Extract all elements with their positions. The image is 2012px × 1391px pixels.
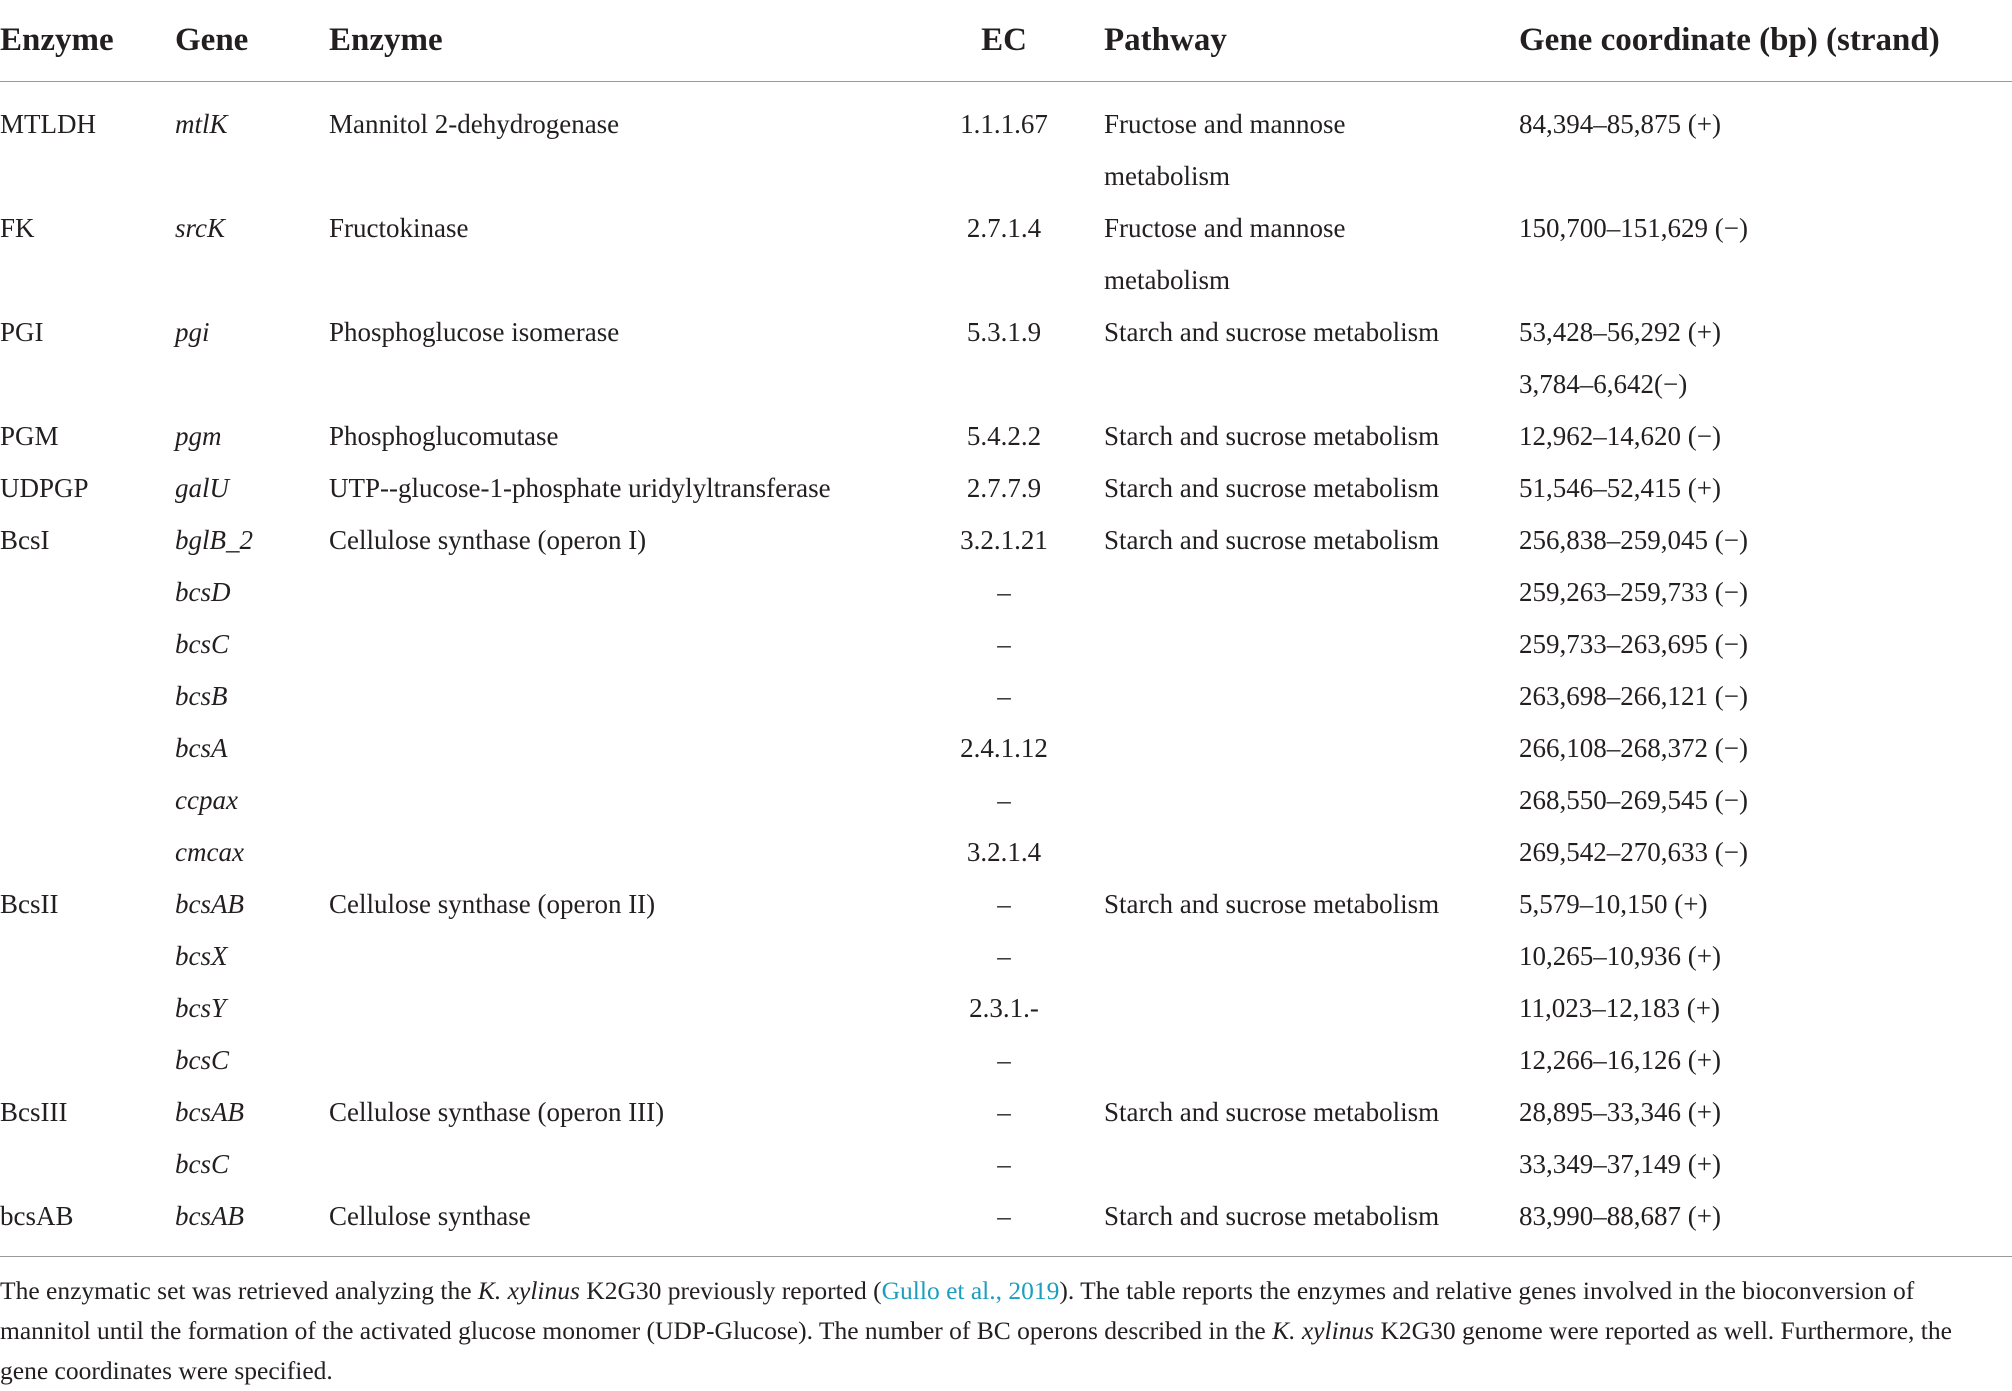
cell-enzyme-name — [329, 722, 904, 774]
cell-enzyme-abbr — [0, 826, 175, 878]
cell-ec-number: 2.7.7.9 — [966, 473, 1042, 503]
cell-gene-coordinate: 150,700–151,629 (−) — [1519, 213, 1748, 243]
cell-ec-number: 2.4.1.12 — [960, 733, 1048, 763]
table-row — [0, 566, 2012, 618]
cell-gene — [175, 358, 329, 410]
header-ec: EC — [904, 0, 1104, 82]
cell-pathway — [1104, 774, 1519, 826]
cell-gene-coordinate: 5,579–10,150 (+) — [1519, 889, 1708, 919]
cell-enzyme-abbr — [0, 982, 175, 1034]
cell-enzyme-abbr — [0, 358, 175, 410]
cell-gene-coordinate — [1519, 150, 2012, 202]
cell-gene: bcsAB — [175, 1097, 244, 1127]
cell-ec-number: – — [904, 1190, 1104, 1257]
table-row — [0, 826, 2012, 878]
cell-gene-coordinate: 28,895–33,346 (+) — [1519, 1097, 1721, 1127]
footnote-citation-link[interactable]: Gullo et al., 2019 — [881, 1276, 1060, 1305]
cell-gene-coordinate: 33,349–37,149 (+) — [1519, 1149, 1721, 1179]
cell-pathway — [1104, 1138, 1519, 1190]
header-gene-coordinate: Gene coordinate (bp) (strand) — [1519, 0, 2012, 82]
cell-gene: bcsC — [175, 1149, 229, 1179]
cell-gene-coordinate: 259,733–263,695 (−) — [1519, 629, 1748, 659]
cell-gene: pgi — [175, 317, 210, 347]
table-row — [0, 1138, 2012, 1190]
cell-gene-coordinate: 12,266–16,126 (+) — [1519, 1045, 1721, 1075]
cell-enzyme-name — [329, 1138, 904, 1190]
cell-ec-number: – — [997, 1045, 1011, 1075]
cell-pathway — [1104, 670, 1519, 722]
cell-pathway: Starch and sucrose metabolism — [1104, 421, 1440, 451]
cell-ec-number: 3.2.1.4 — [966, 837, 1042, 867]
footnote-species-1: K. xylinus — [477, 1276, 580, 1305]
cell-ec-number — [904, 150, 1104, 202]
cell-enzyme-abbr — [0, 150, 175, 202]
cell-gene — [175, 150, 329, 202]
cell-enzyme-abbr: BcsIII — [0, 1097, 68, 1127]
cell-pathway: Starch and sucrose metabolism — [1104, 525, 1440, 555]
cell-enzyme-abbr — [0, 566, 175, 618]
table-header — [0, 0, 2012, 82]
table-row — [0, 462, 2012, 514]
cell-enzyme-name — [329, 774, 904, 826]
cell-pathway: Starch and sucrose metabolism — [1104, 1190, 1519, 1257]
cell-pathway: Starch and sucrose metabolism — [1104, 1097, 1440, 1127]
cell-ec-number: – — [997, 1149, 1011, 1179]
cell-gene: bcsC — [175, 629, 229, 659]
cell-ec-number — [904, 358, 1104, 410]
cell-enzyme-abbr — [0, 1138, 175, 1190]
cell-enzyme-abbr — [0, 930, 175, 982]
cell-gene: bcsY — [175, 993, 227, 1023]
cell-pathway: Fructose and mannose — [1104, 109, 1346, 139]
table-row — [0, 722, 2012, 774]
table-row — [0, 618, 2012, 670]
table-row — [0, 878, 2012, 930]
cell-enzyme-abbr — [0, 722, 175, 774]
cell-enzyme-name: UTP--glucose-1-phosphate uridylyltransferase — [329, 473, 831, 503]
table-row — [0, 82, 2012, 151]
cell-enzyme-name — [329, 254, 904, 306]
cell-enzyme-abbr: MTLDH — [0, 109, 96, 139]
cell-ec-number: 1.1.1.67 — [960, 109, 1048, 139]
cell-ec-number — [904, 254, 1104, 306]
cell-ec-number: – — [997, 629, 1011, 659]
cell-gene: bcsA — [175, 733, 228, 763]
cell-enzyme-abbr: PGI — [0, 317, 44, 347]
cell-gene: pgm — [175, 421, 222, 451]
cell-enzyme-name: Cellulose synthase — [329, 1190, 904, 1257]
cell-enzyme-name — [329, 982, 904, 1034]
cell-enzyme-name — [329, 930, 904, 982]
cell-pathway — [1104, 566, 1519, 618]
cell-enzyme-name: Fructokinase — [329, 213, 469, 243]
cell-ec-number: – — [997, 1097, 1011, 1127]
table-row — [0, 358, 2012, 410]
cell-gene: bcsD — [175, 577, 231, 607]
cell-pathway — [1104, 722, 1519, 774]
cell-pathway — [1104, 826, 1519, 878]
cell-ec-number: 5.3.1.9 — [966, 317, 1042, 347]
table-row — [0, 254, 2012, 306]
cell-enzyme-name: Cellulose synthase (operon III) — [329, 1097, 665, 1127]
cell-gene-coordinate: 83,990–88,687 (+) — [1519, 1190, 2012, 1257]
cell-pathway: Fructose and mannose — [1104, 213, 1346, 243]
cell-gene: bglB_2 — [175, 525, 253, 555]
cell-gene: bcsAB — [175, 1190, 329, 1257]
cell-enzyme-abbr — [0, 1034, 175, 1086]
cell-gene-coordinate: 10,265–10,936 (+) — [1519, 941, 1721, 971]
cell-enzyme-name: Phosphoglucomutase — [329, 421, 559, 451]
cell-ec-number: 2.7.1.4 — [966, 213, 1042, 243]
table-footnote — [0, 1257, 2005, 1391]
cell-ec-number: – — [997, 785, 1011, 815]
table-row — [0, 150, 2012, 202]
cell-gene: galU — [175, 473, 229, 503]
cell-gene — [175, 254, 329, 306]
cell-gene: cmcax — [175, 837, 244, 867]
cell-pathway: metabolism — [1104, 161, 1230, 191]
cell-gene: ccpax — [175, 785, 238, 815]
cell-enzyme-abbr: bcsAB — [0, 1190, 175, 1257]
footnote-species-2: K. xylinus — [1272, 1316, 1375, 1345]
table-row — [0, 306, 2012, 358]
cell-enzyme-name — [329, 150, 904, 202]
cell-gene-coordinate: 259,263–259,733 (−) — [1519, 577, 1748, 607]
header-pathway: Pathway — [1104, 0, 1519, 82]
cell-pathway: Starch and sucrose metabolism — [1104, 473, 1440, 503]
cell-pathway — [1104, 618, 1519, 670]
cell-gene-coordinate: 11,023–12,183 (+) — [1519, 993, 1720, 1023]
header-row — [0, 0, 2012, 82]
table-row — [0, 202, 2012, 254]
cell-gene-coordinate: 256,838–259,045 (−) — [1519, 525, 1748, 555]
cell-gene-coordinate: 3,784–6,642(−) — [1519, 369, 1688, 399]
cell-gene-coordinate: 263,698–266,121 (−) — [1519, 681, 1748, 711]
cell-gene-coordinate: 84,394–85,875 (+) — [1519, 109, 1721, 139]
cell-enzyme-abbr: BcsI — [0, 525, 50, 555]
footnote-text-3: ). The table reports the enzymes and relative genes involved in the bioconversion of mannitol until the formation of the activated glucose monomer (UDP-Glucose). The number of BC operons described in the — [0, 1276, 1915, 1345]
cell-enzyme-name — [329, 826, 904, 878]
footnote-text-2: K2G30 previously reported ( — [579, 1276, 882, 1305]
cell-pathway: Starch and sucrose metabolism — [1104, 889, 1440, 919]
cell-gene: mtlK — [175, 109, 228, 139]
header-enzyme-abbr: Enzyme — [0, 0, 175, 82]
table-row — [0, 1190, 2012, 1257]
cell-enzyme-abbr: FK — [0, 213, 35, 243]
cell-enzyme-abbr — [0, 254, 175, 306]
cell-enzyme-abbr — [0, 670, 175, 722]
cell-enzyme-abbr — [0, 774, 175, 826]
cell-enzyme-name: Mannitol 2-dehydrogenase — [329, 109, 620, 139]
cell-ec-number: 5.4.2.2 — [966, 421, 1042, 451]
table-body — [0, 82, 2012, 1257]
cell-pathway: Starch and sucrose metabolism — [1104, 317, 1440, 347]
cell-gene-coordinate: 269,542–270,633 (−) — [1519, 837, 1748, 867]
cell-pathway — [1104, 982, 1519, 1034]
header-gene: Gene — [175, 0, 329, 82]
cell-enzyme-name: Cellulose synthase (operon I) — [329, 525, 647, 555]
table-row — [0, 1086, 2012, 1138]
cell-gene-coordinate: 266,108–268,372 (−) — [1519, 733, 1748, 763]
cell-gene-coordinate: 51,546–52,415 (+) — [1519, 473, 1721, 503]
cell-ec-number: – — [997, 681, 1011, 711]
cell-pathway: metabolism — [1104, 265, 1230, 295]
cell-gene: bcsC — [175, 1045, 229, 1075]
cell-pathway — [1104, 358, 1519, 410]
cell-gene: bcsAB — [175, 889, 244, 919]
footnote-text-4: K2G30 genome were reported as well. Furthermore, the gene coordinates were specified. — [0, 1316, 1952, 1385]
cell-enzyme-name — [329, 1034, 904, 1086]
cell-ec-number: 2.3.1.- — [969, 993, 1039, 1023]
cell-ec-number: – — [997, 889, 1011, 919]
cell-ec-number: – — [997, 941, 1011, 971]
cell-gene-coordinate: 268,550–269,545 (−) — [1519, 785, 1748, 815]
cell-enzyme-name — [329, 566, 904, 618]
header-enzyme-name: Enzyme — [329, 0, 904, 82]
table-row — [0, 774, 2012, 826]
cell-gene: srcK — [175, 213, 226, 243]
table-row — [0, 670, 2012, 722]
cell-gene-coordinate: 53,428–56,292 (+) — [1519, 317, 1721, 347]
cell-pathway — [1104, 1034, 1519, 1086]
cell-enzyme-abbr: BcsII — [0, 889, 59, 919]
cell-enzyme-name — [329, 670, 904, 722]
cell-enzyme-name — [329, 358, 904, 410]
cell-enzyme-name — [329, 618, 904, 670]
cell-ec-number: – — [997, 577, 1011, 607]
table-row — [0, 410, 2012, 462]
cell-ec-number: 3.2.1.21 — [960, 525, 1048, 555]
table-row — [0, 930, 2012, 982]
cell-enzyme-abbr: PGM — [0, 421, 59, 451]
cell-pathway — [1104, 930, 1519, 982]
cell-enzyme-abbr — [0, 618, 175, 670]
table-row — [0, 1034, 2012, 1086]
table-row — [0, 982, 2012, 1034]
cell-enzyme-abbr: UDPGP — [0, 473, 89, 503]
table-row — [0, 514, 2012, 566]
cell-gene-coordinate: 12,962–14,620 (−) — [1519, 421, 1721, 451]
cell-enzyme-name: Cellulose synthase (operon II) — [329, 889, 656, 919]
cell-enzyme-name: Phosphoglucose isomerase — [329, 317, 620, 347]
cell-gene: bcsB — [175, 681, 228, 711]
cell-gene-coordinate — [1519, 254, 2012, 306]
cell-gene: bcsX — [175, 941, 228, 971]
footnote-text-1: The enzymatic set was retrieved analyzing the — [0, 1276, 478, 1305]
